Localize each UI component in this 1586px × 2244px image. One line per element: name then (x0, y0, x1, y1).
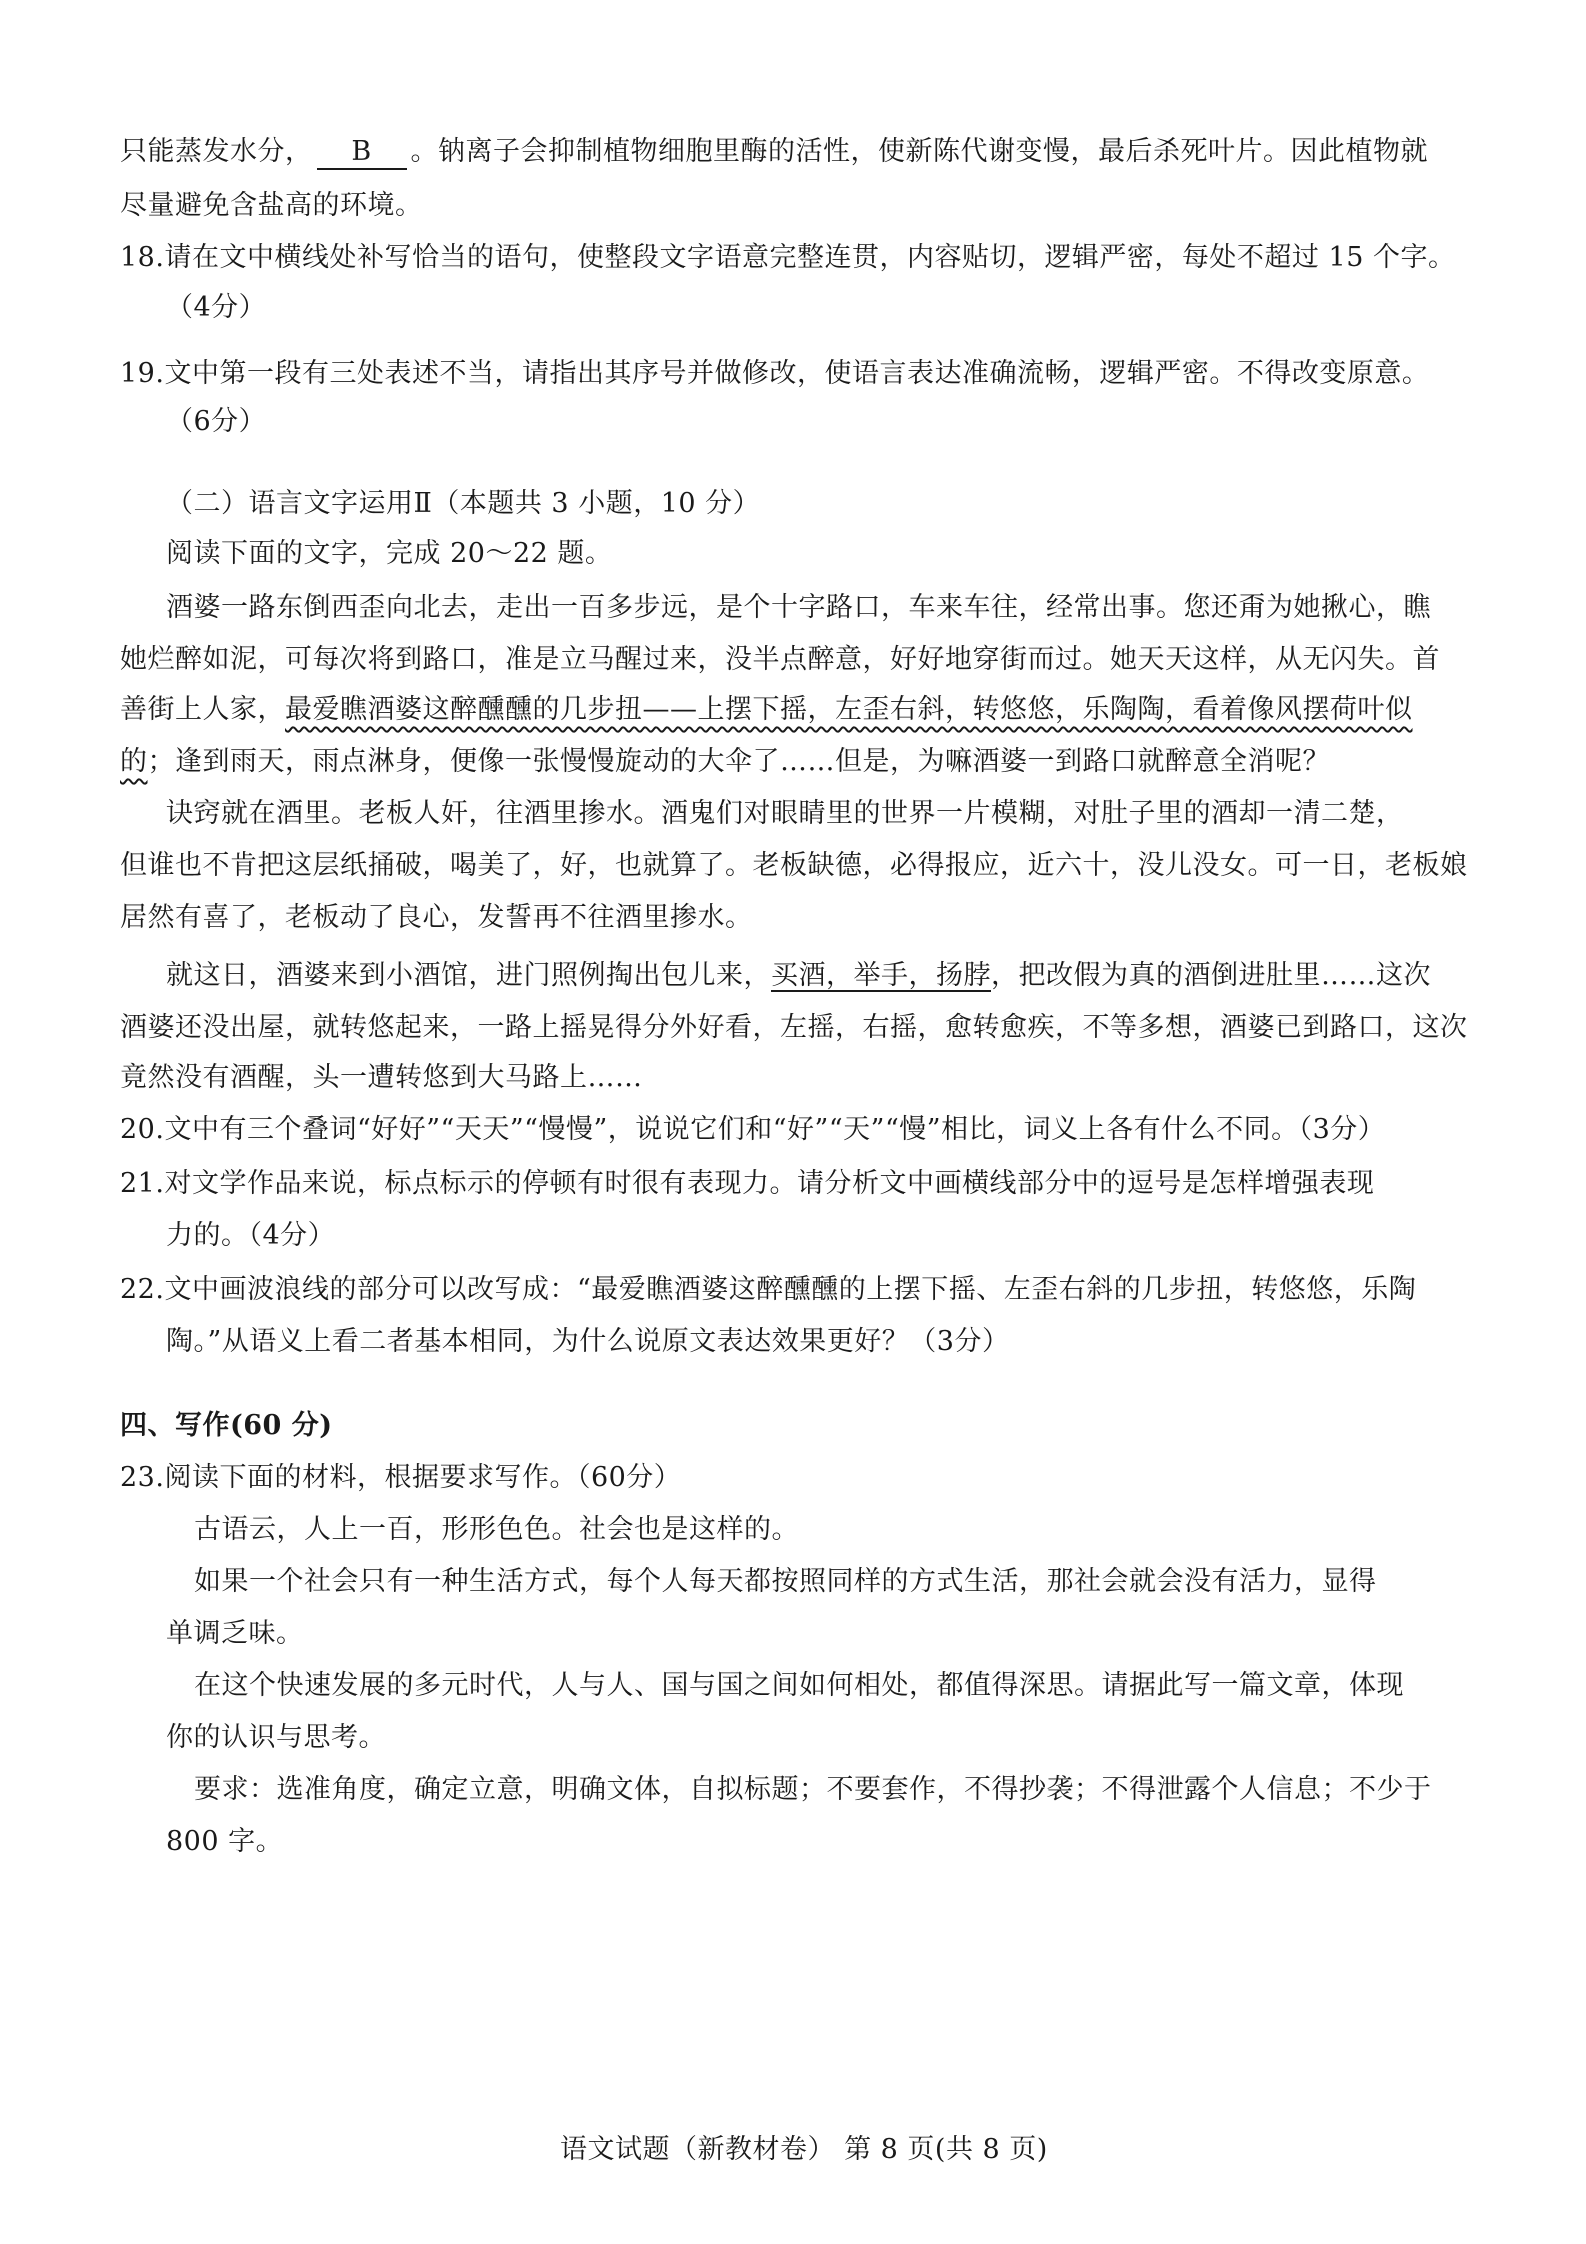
question-20: 20.文中有三个叠词“好好”“天天”“慢慢”，说说它们和“好”“天”“慢”相比，词义上各有什么不同。（3分） (120, 1114, 1386, 1145)
story-text: ，把改假为真的酒倒进肚里……这次 (991, 960, 1431, 991)
question-19: 19.文中第一段有三处表述不当，请指出其序号并做修改，使语言表达准确流畅，逻辑严密。不得改变原意。 (120, 358, 1430, 389)
wavy-underlined-text: 的 (120, 746, 148, 777)
section-title: 四、写作(60 分) (120, 1410, 333, 1441)
story-text: ；逢到雨天，雨点淋身，便像一张慢慢旋动的大伞了……但是，为嘛酒婆一到路口就醉意全消呢？ (147, 746, 1330, 777)
question-18-score: （4分） (166, 292, 267, 323)
question-23: 23.阅读下面的材料，根据要求写作。（60分） (120, 1462, 682, 1493)
story-text: 善街上人家， (120, 694, 285, 725)
story-line: 但谁也不肯把这层纸捅破，喝美了，好，也就算了。老板缺德，必得报应，近六十，没儿没女。可一日，老板娘 (120, 850, 1468, 881)
story-line: 酒婆一路东倒西歪向北去，走出一百多步远，是个十字路口，车来车往，经常出事。您还甭为她揪心，瞧 (166, 592, 1431, 623)
underlined-text: 买酒，举手，扬脖 (771, 960, 991, 991)
question-22: 22.文中画波浪线的部分可以改写成：“最爱瞧酒婆这醉醺醺的上摆下摇、左歪右斜的几步扭，转悠悠，乐陶 (120, 1274, 1417, 1305)
question-21: 21.对文学作品来说，标点标示的停顿有时很有表现力。请分析文中画横线部分中的逗号是怎样增强表现 (120, 1168, 1375, 1199)
story-line (120, 742, 1330, 782)
wavy-underlined-text: 最爱瞧酒婆这醉醺醺的几步扭——上摆下摇，左歪右斜，转悠悠，乐陶陶，看着像风摆荷叶似 (285, 694, 1413, 725)
story-line: 竟然没有酒醒，头一遭转悠到大马路上…… (120, 1062, 643, 1093)
material-line: 如果一个社会只有一种生活方式，每个人每天都按照同样的方式生活，那社会就会没有活力，显得 (194, 1566, 1377, 1597)
requirements-line: 要求：选准角度，确定立意，明确文体，自拟标题；不要套作，不得抄袭；不得泄露个人信息；不少于 (194, 1774, 1432, 1805)
passage-line: 尽量避免含盐高的环境。 (120, 190, 423, 221)
passage-text: 只能蒸发水分， (120, 136, 313, 167)
requirements-line: 800 字。 (166, 1826, 284, 1857)
story-line: 她烂醉如泥，可每次将到路口，准是立马醒过来，没半点醉意，好好地穿街而过。她天天这样，从无闪失。首 (120, 644, 1440, 675)
story-line: 居然有喜了，老板动了良心，发誓再不往酒里掺水。 (120, 902, 753, 933)
section-instruction: 阅读下面的文字，完成 20～22 题。 (166, 538, 613, 569)
story-line: 诀窍就在酒里。老板人奸，往酒里掺水。酒鬼们对眼睛里的世界一片模糊，对肚子里的酒却一清二楚， (166, 798, 1404, 829)
material-line: 你的认识与思考。 (166, 1722, 386, 1753)
answer-blank-b: B (317, 136, 407, 170)
material-line: 古语云，人上一百，形形色色。社会也是这样的。 (194, 1514, 799, 1545)
story-text: 就这日，酒婆来到小酒馆，进门照例掏出包儿来， (166, 960, 771, 991)
section-title: （二）语言文字运用Ⅱ（本题共 3 小题，10 分） (166, 488, 761, 519)
question-19-score: （6分） (166, 406, 267, 437)
passage-text: 。钠离子会抑制植物细胞里酶的活性，使新陈代谢变慢，最后杀死叶片。因此植物就 (410, 136, 1428, 167)
material-line: 单调乏味。 (166, 1618, 304, 1649)
material-line: 在这个快速发展的多元时代，人与人、国与国之间如何相处，都值得深思。请据此写一篇文章，体现 (194, 1670, 1404, 1701)
question-18: 18.请在文中横线处补写恰当的语句，使整段文字语意完整连贯，内容贴切，逻辑严密，每处不超过 15 个字。 (120, 242, 1456, 273)
question-22-cont: 陶。”从语义上看二者基本相同，为什么说原文表达效果更好？（3分） (166, 1326, 1010, 1357)
story-line: 酒婆还没出屋，就转悠起来，一路上摇晃得分外好看，左摇，右摇，愈转愈疾，不等多想，酒婆已到路口，这次 (120, 1012, 1468, 1043)
story-line (166, 956, 1431, 996)
question-21-cont: 力的。（4分） (166, 1220, 336, 1251)
passage-line (120, 132, 1428, 172)
page-footer: 语文试题（新教材卷） 第 8 页(共 8 页) (560, 2134, 1048, 2165)
story-line (120, 690, 1413, 730)
